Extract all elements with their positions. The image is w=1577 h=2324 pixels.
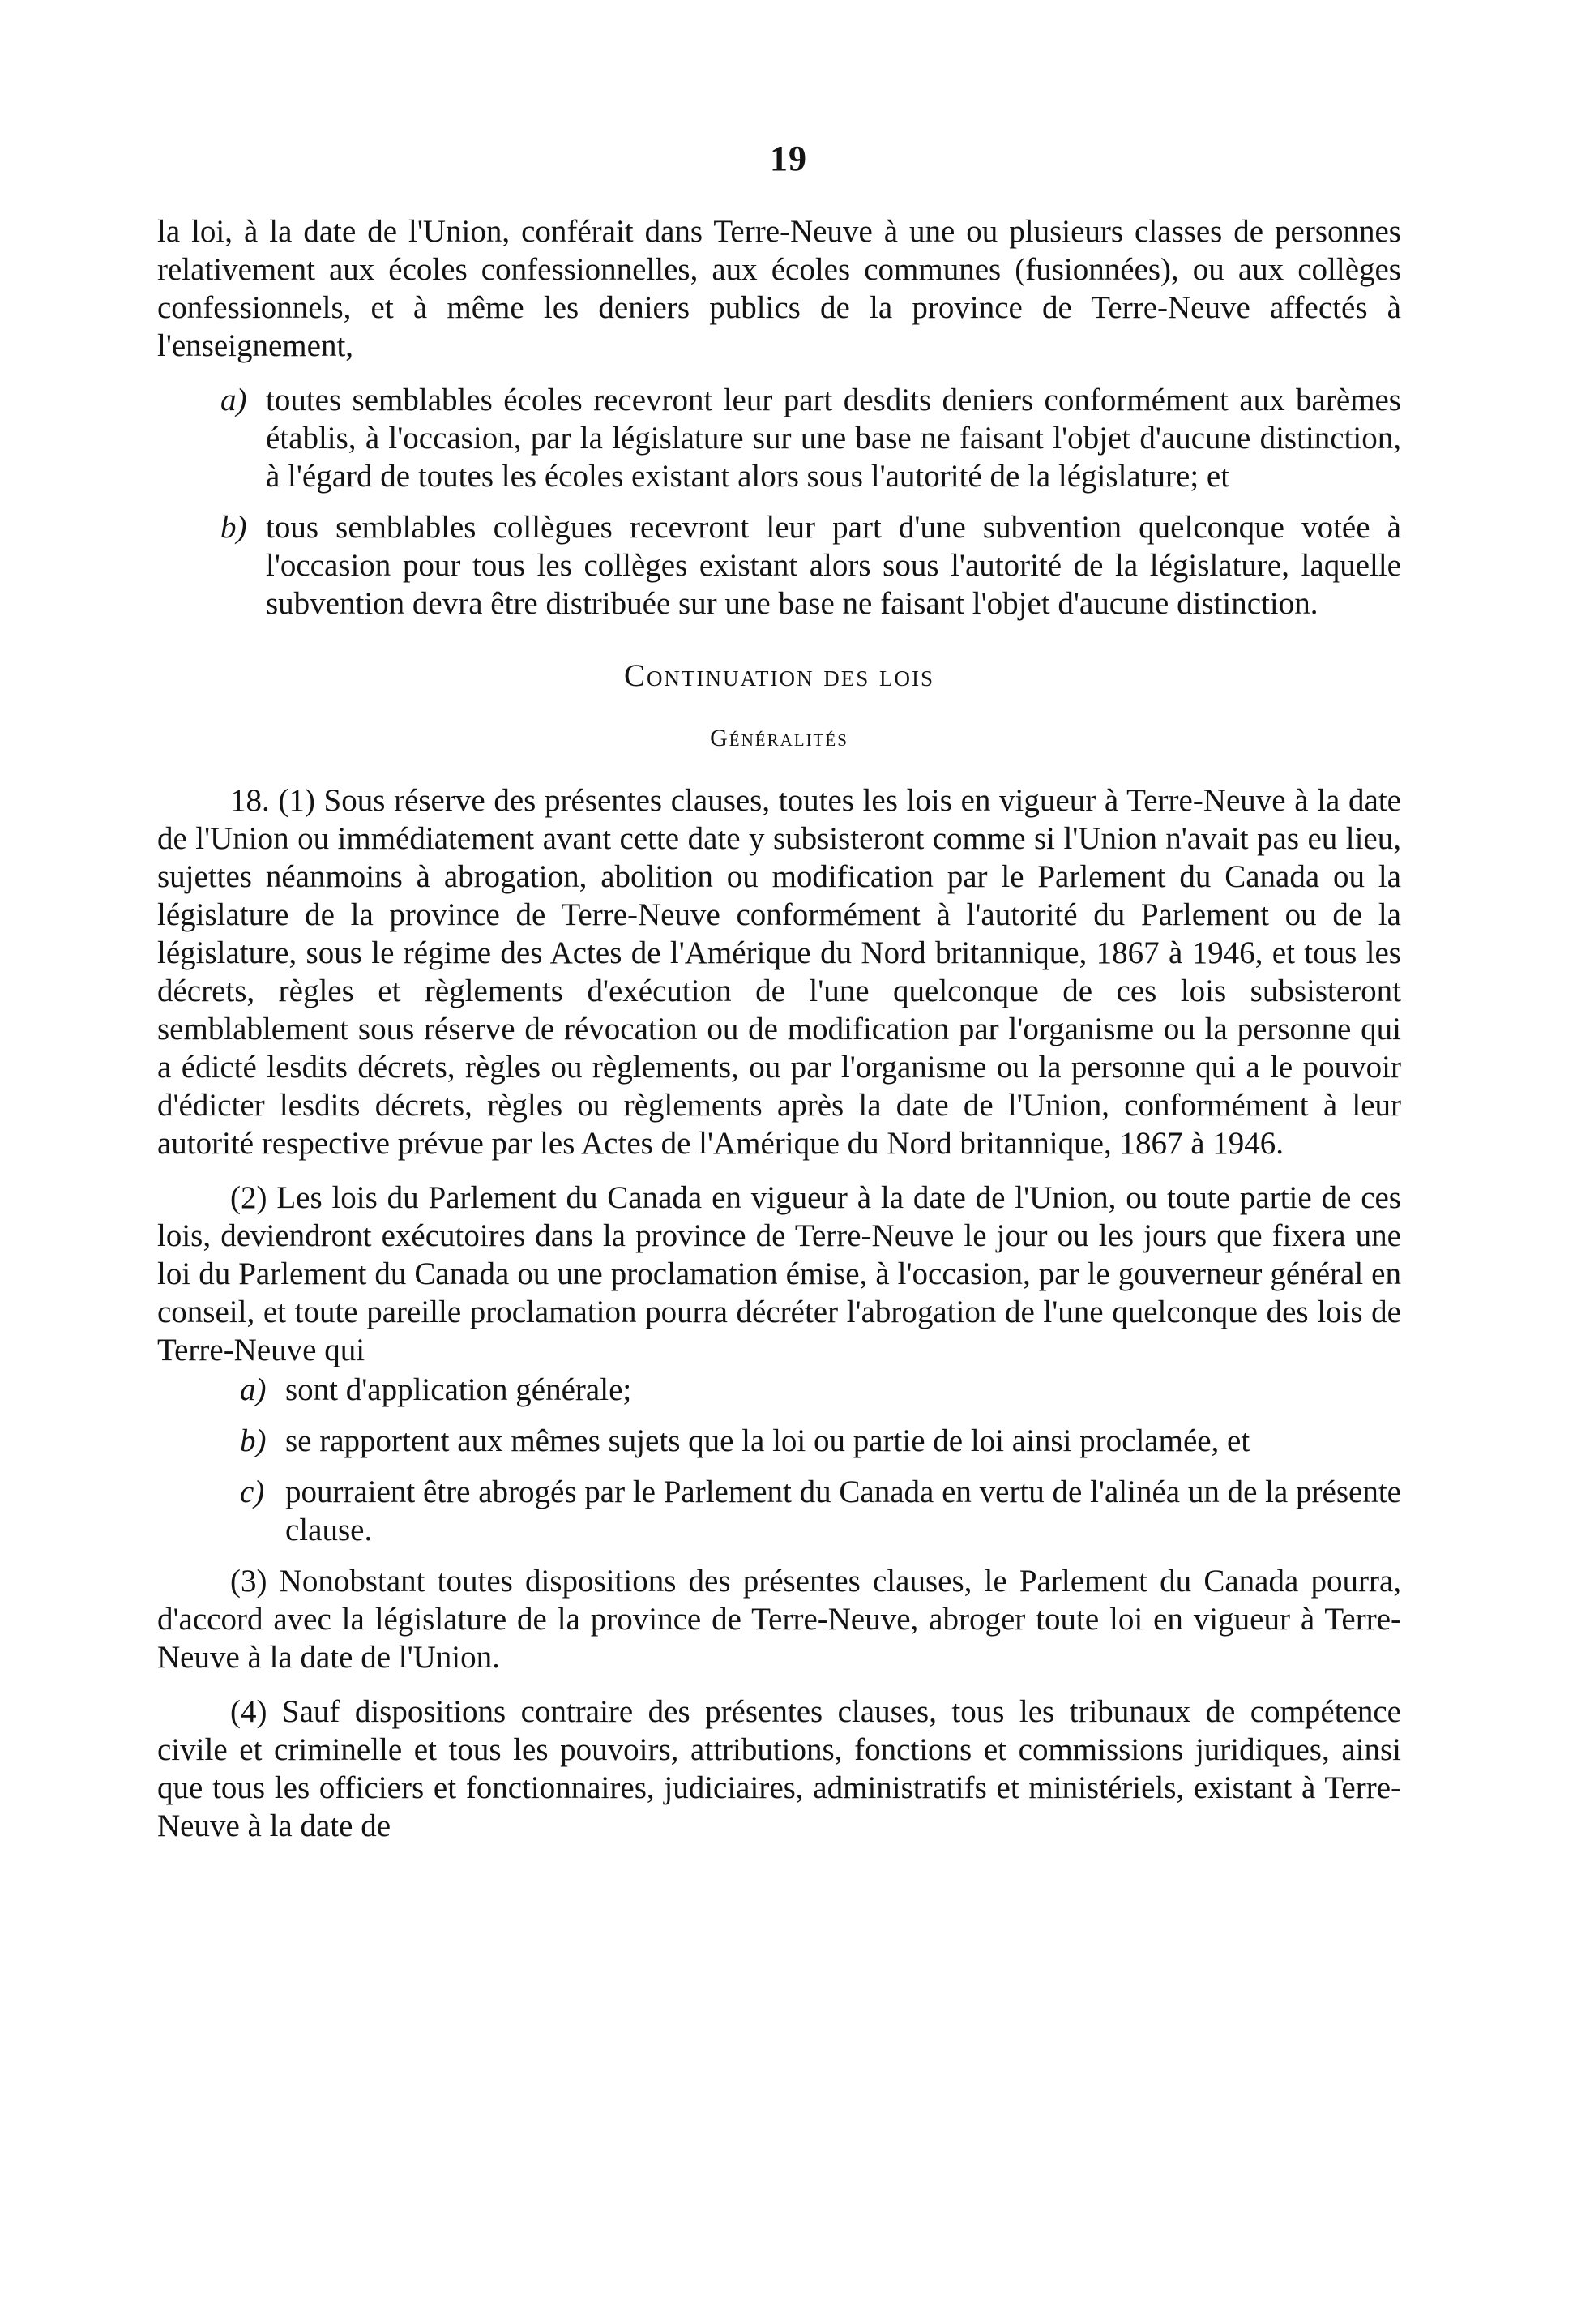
item-marker: a) xyxy=(240,1372,267,1407)
page-content xyxy=(157,212,1401,1861)
list-item xyxy=(157,1473,1401,1549)
list-item xyxy=(157,1422,1401,1460)
section-subheading: Généralités xyxy=(710,725,848,751)
item-text: pourraient être abrogés par le Parlement du Canada en vertu de l'alinéa un de la présente clause. xyxy=(285,1474,1401,1547)
section-heading: Continuation des lois xyxy=(624,658,934,693)
item-marker: b) xyxy=(240,1423,267,1458)
page-number: 19 xyxy=(770,139,807,178)
paragraph-18-4: (4) Sauf dispositions contraire des présentes clauses, tous les tribunaux de compétence civile et criminelle et tous les pouvoirs, attributions, fonctions et commissions juridiques, ainsi que tous les officiers et fonctionnaires, judiciaires, administratifs et ministériels, existant à Terre-Neuve à la date de xyxy=(157,1694,1401,1843)
item-marker: a) xyxy=(220,383,247,417)
list-item xyxy=(157,1371,1401,1409)
list-item xyxy=(157,381,1401,495)
item-text: sont d'application générale; xyxy=(285,1372,632,1407)
intro-paragraph: la loi, à la date de l'Union, conférait dans Terre-Neuve à une ou plusieurs classes de personnes relativement aux écoles confessionnelles, aux écoles communes (fusionnées), ou aux collèges confessionnels, et à même les deniers publics de la province de Terre-Neuve affectés à l'enseignement, xyxy=(157,214,1401,363)
item-marker: c) xyxy=(240,1474,265,1509)
item-text: toutes semblables écoles recevront leur part desdits deniers conformément aux barèmes établis, à l'occasion, par la législature sur une base ne faisant l'objet d'aucune distinction, à l'égard de toutes les écoles existant alors sous l'autorité de la législature; et xyxy=(266,383,1401,494)
item-text: tous semblables collègues recevront leur part d'une subvention quelconque votée à l'occasion pour tous les collèges existant alors sous l'autorité de la législature, laquelle subvention devra être distribuée sur une base ne faisant l'objet d'aucune distinction. xyxy=(266,510,1401,621)
item-marker: b) xyxy=(220,510,247,545)
paragraph-18-3: (3) Nonobstant toutes dispositions des présentes clauses, le Parlement du Canada pourra, d'accord avec la législature de la province de Terre-Neuve, abroger toute loi en vigueur à Terre-Neuve à la date de l'Union. xyxy=(157,1564,1401,1675)
list-item xyxy=(157,508,1401,623)
item-text: se rapportent aux mêmes sujets que la loi ou partie de loi ainsi proclamée, et xyxy=(285,1423,1250,1458)
paragraph-18-1: 18. (1) Sous réserve des présentes clauses, toutes les lois en vigueur à Terre-Neuve à la date de l'Union ou immédiatement avant cette date y subsisteront comme si l'Union n'avait pas eu lieu, sujettes néanmoins à abrogation, abolition ou modification par le Parlement du Canada ou la législature de la province de Terre-Neuve conformément à l'autorité du Parlement ou de la législature, sous le régime des Actes de l'Amérique du Nord britannique, 1867 à 1946, et tous les décrets, règles et règlements d'exécution de l'une quelconque de ces lois subsisteront semblablement sous réserve de révocation ou de modification par l'organisme ou la personne qui a édicté lesdits décrets, règles ou règlements, ou par l'organisme ou la personne qui a le pouvoir d'édicter lesdits décrets, règles ou règlements après la date de l'Union, conformément à leur autorité respective prévue par les Actes de l'Amérique du Nord britannique, 1867 à 1946. xyxy=(157,783,1401,1161)
paragraph-18-2: (2) Les lois du Parlement du Canada en vigueur à la date de l'Union, ou toute partie de ces lois, deviendront exécutoires dans la province de Terre-Neuve le jour ou les jours que fixera une loi du Parlement du Canada ou une proclamation émise, à l'occasion, par le gouverneur général en conseil, et toute pareille proclamation pourra décréter l'abrogation de l'une quelconque des lois de Terre-Neuve qui xyxy=(157,1180,1401,1367)
